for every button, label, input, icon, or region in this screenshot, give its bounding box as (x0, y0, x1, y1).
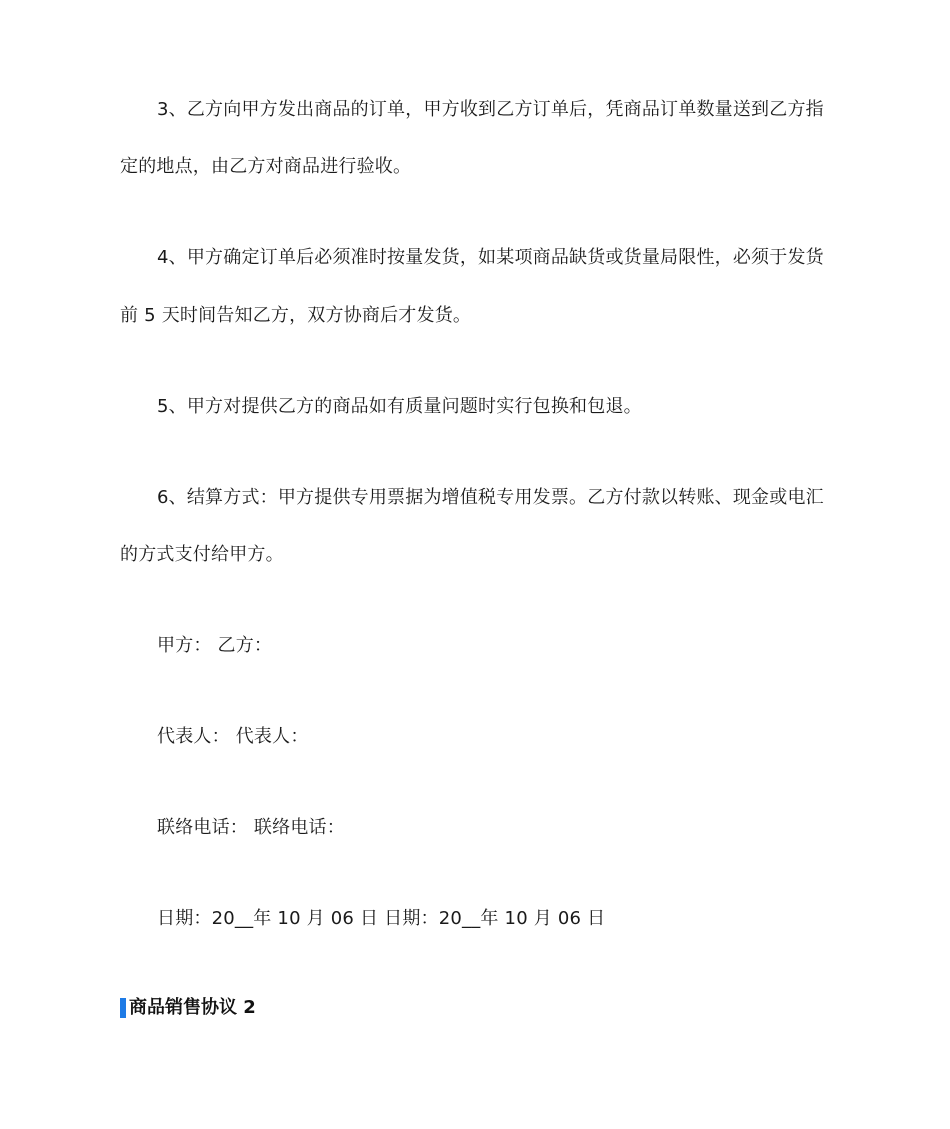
signature-dates: 日期：20__年 10 月 06 日 日期：20__年 10 月 06 日 (157, 908, 606, 929)
clause-4-line-2: 前 5 天时间告知乙方，双方协商后才发货。 (120, 305, 472, 326)
clause-5-line-1: 5、甲方对提供乙方的商品如有质量问题时实行包换和包退。 (157, 396, 642, 417)
clause-4-line-1: 4、甲方确定订单后必须准时按量发货，如某项商品缺货或货量局限性，必须于发货 (157, 247, 824, 268)
section-heading-text: 商品销售协议 2 (129, 997, 256, 1018)
clause-3-line-2: 定的地点，由乙方对商品进行验收。 (120, 156, 412, 177)
signature-phones: 联络电话： 联络电话： (157, 817, 345, 838)
signature-parties: 甲方： 乙方： (157, 635, 273, 656)
clause-6-line-1: 6、结算方式：甲方提供专用票据为增值税专用发票。乙方付款以转账、现金或电汇 (157, 487, 824, 508)
heading-accent-bar (120, 998, 126, 1018)
section-heading (120, 996, 256, 1020)
clause-6-line-2: 的方式支付给甲方。 (120, 544, 284, 565)
clause-3-line-1: 3、乙方向甲方发出商品的订单，甲方收到乙方订单后，凭商品订单数量送到乙方指 (157, 99, 824, 120)
signature-representatives: 代表人： 代表人： (157, 726, 309, 747)
